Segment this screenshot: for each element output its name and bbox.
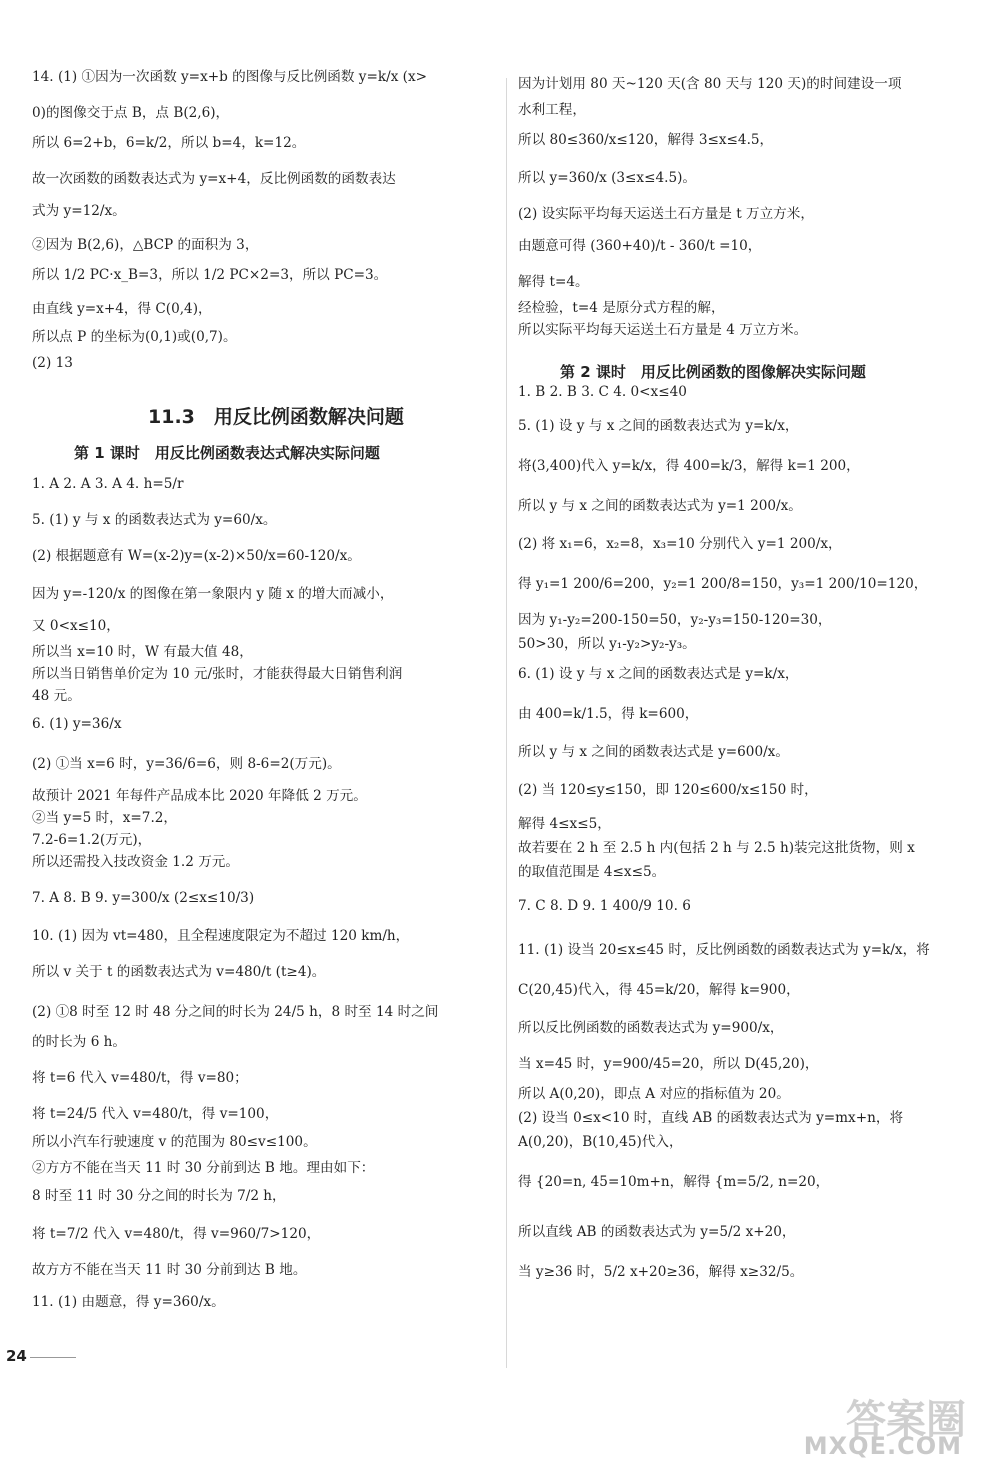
text-line: 所以 y=360/x (3≤x≤4.5)。 <box>518 170 697 186</box>
text-line: 所以反比例函数的函数表达式为 y=900/x， <box>518 1020 784 1036</box>
left-bottom-lines <box>32 477 496 1325</box>
text-line: 11. (1) 设当 20≤x≤45 时，反比例函数的函数表达式为 y=k/x，将 <box>518 942 930 958</box>
text-line: 将(3,400)代入 y=k/x，得 400=k/3，解得 k=1 200， <box>518 458 860 474</box>
text-line: 所以小汽车行驶速度 v 的范围为 80≤v≤100。 <box>32 1134 317 1150</box>
text-line: 6. (1) 设 y 与 x 之间的函数表达式是 y=k/x， <box>518 666 799 682</box>
text-line: 50>30，所以 y₁-y₂>y₂-y₃。 <box>518 636 696 652</box>
text-line: 解得 4≤x≤5， <box>518 816 611 832</box>
text-line: 所以当 x=10 时，W 有最大值 48， <box>32 644 253 660</box>
text-line: 将 t=6 代入 v=480/t，得 v=80； <box>32 1070 248 1086</box>
page-number: 24 <box>6 1347 27 1365</box>
text-line: (2) 13 <box>32 355 73 371</box>
watermark <box>746 1388 986 1468</box>
text-line: 7. C 8. D 9. 1 400/9 10. 6 <box>518 898 691 914</box>
text-line: 所以当日销售单价定为 10 元/张时，才能获得最大日销售利润 <box>32 666 403 682</box>
text-line: 故方方不能在当天 11 时 30 分前到达 B 地。 <box>32 1262 307 1278</box>
text-line: 的时长为 6 h。 <box>32 1034 127 1050</box>
text-line: 故预计 2021 年每件产品成本比 2020 年降低 2 万元。 <box>32 788 367 804</box>
text-line: 将 t=24/5 代入 v=480/t，得 v=100， <box>32 1106 279 1122</box>
text-line: ②当 y=5 时，x=7.2， <box>32 810 178 826</box>
text-line: ②方方不能在当天 11 时 30 分前到达 B 地。理由如下： <box>32 1160 375 1176</box>
lesson2-title: 第 2 课时 用反比例函数的图像解决实际问题 <box>560 363 866 381</box>
text-line: (2) 根据题意有 W=(x-2)y=(x-2)×50/x=60-120/x。 <box>32 548 361 564</box>
left-column <box>32 70 496 386</box>
text-line: ②因为 B(2,6)，△BCP 的面积为 3， <box>32 237 259 253</box>
lesson1-title: 第 1 课时 用反比例函数表达式解决实际问题 <box>74 444 380 462</box>
left-top-lines <box>32 70 496 386</box>
text-line: 所以 1/2 PC·x_B=3，所以 1/2 PC×2=3，所以 PC=3。 <box>32 267 388 283</box>
text-line: 7.2-6=1.2(万元)， <box>32 832 152 848</box>
text-line: (2) ①8 时至 12 时 48 分之间的时长为 24/5 h，8 时至 14 时之间 <box>32 1004 439 1020</box>
text-line: 所以还需投入技改资金 1.2 万元。 <box>32 854 239 870</box>
watermark-logo: 答案圈 <box>846 1397 966 1443</box>
text-line: 经检验，t=4 是原分式方程的解， <box>518 300 725 316</box>
column-divider <box>506 78 507 1368</box>
text-line: (2) 当 120≤y≤150，即 120≤600/x≤150 时， <box>518 782 818 798</box>
text-line: 7. A 8. B 9. y=300/x (2≤x≤10/3) <box>32 890 255 906</box>
text-line: 1. A 2. A 3. A 4. h=5/r <box>32 476 184 492</box>
text-line: 水利工程， <box>518 102 586 118</box>
text-line: 因为 y=-120/x 的图像在第一象限内 y 随 x 的增大而减小， <box>32 586 394 602</box>
text-line: 48 元。 <box>32 688 81 704</box>
text-line: 又 0<x≤10， <box>32 618 120 634</box>
page-number-rule <box>30 1357 76 1358</box>
text-line: 6. (1) y=36/x <box>32 716 122 732</box>
text-line: 由 400=k/1.5，得 k=600， <box>518 706 699 722</box>
text-line: (2) 设当 0≤x<10 时，直线 AB 的函数表达式为 y=mx+n，将 <box>518 1110 904 1126</box>
text-line: C(20,45)代入，得 45=k/20，解得 k=900， <box>518 982 800 998</box>
watermark-text: MXQE.COM <box>803 1432 962 1460</box>
text-line: 0)的图像交于点 B，点 B(2,6)， <box>32 105 230 121</box>
text-line: 得 y₁=1 200/6=200，y₂=1 200/8=150，y₃=1 200/10=120， <box>518 576 928 592</box>
text-line: 式为 y=12/x。 <box>32 203 126 219</box>
section-title: 11.3 用反比例函数解决问题 <box>148 406 404 428</box>
text-line: 11. (1) 由题意，得 y=360/x。 <box>32 1294 225 1310</box>
text-line: A(0,20)，B(10,45)代入， <box>518 1134 683 1150</box>
text-line: 当 x=45 时，y=900/45=20，所以 D(45,20)， <box>518 1056 819 1072</box>
text-line: 因为计划用 80 天~120 天(含 80 天与 120 天)的时间建设一项 <box>518 76 902 92</box>
text-line: 所以 A(0,20)，即点 A 对应的指标值为 20。 <box>518 1086 790 1102</box>
text-line: 14. (1) ①因为一次函数 y=x+b 的图像与反比例函数 y=k/x (x> <box>32 69 428 85</box>
text-line: 5. (1) 设 y 与 x 之间的函数表达式为 y=k/x， <box>518 418 799 434</box>
text-line: 当 y≥36 时，5/2 x+20≥36，解得 x≥32/5。 <box>518 1264 804 1280</box>
text-line: 所以 v 关于 t 的函数表达式为 v=480/t (t≥4)。 <box>32 964 326 980</box>
text-line: (2) 设实际平均每天运送土石方量是 t 万立方米， <box>518 206 814 222</box>
text-line: 所以实际平均每天运送土石方量是 4 万立方米。 <box>518 322 808 338</box>
right-bottom-lines <box>518 385 970 1295</box>
text-line: 5. (1) y 与 x 的函数表达式为 y=60/x。 <box>32 512 277 528</box>
text-line: 因为 y₁-y₂=200-150=50，y₂-y₃=150-120=30， <box>518 612 832 628</box>
text-line: 由直线 y=x+4，得 C(0,4)， <box>32 301 212 317</box>
text-line: 8 时至 11 时 30 分之间的时长为 7/2 h， <box>32 1188 286 1204</box>
text-line: 1. B 2. B 3. C 4. 0<x≤40 <box>518 384 687 400</box>
text-line: 所以 80≤360/x≤120，解得 3≤x≤4.5， <box>518 132 774 148</box>
text-line: 所以直线 AB 的函数表达式为 y=5/2 x+20， <box>518 1224 796 1240</box>
text-line: 将 t=7/2 代入 v=480/t，得 v=960/7>120， <box>32 1226 321 1242</box>
text-line: (2) ①当 x=6 时，y=36/6=6，则 8-6=2(万元)。 <box>32 756 341 772</box>
text-line: 故一次函数的函数表达式为 y=x+4，反比例函数的函数表达 <box>32 171 396 187</box>
text-line: 所以 y 与 x 之间的函数表达式为 y=1 200/x。 <box>518 498 802 514</box>
text-line: 所以点 P 的坐标为(0,1)或(0,7)。 <box>32 329 237 345</box>
text-line: 所以 6=2+b，6=k/2，所以 b=4，k=12。 <box>32 135 306 151</box>
text-line: 解得 t=4。 <box>518 274 589 290</box>
text-line: 得 {20=n, 45=10m+n，解得 {m=5/2, n=20， <box>518 1174 830 1190</box>
text-line: 所以 y 与 x 之间的函数表达式是 y=600/x。 <box>518 744 789 760</box>
text-line: 由题意可得 (360+40)/t - 360/t =10， <box>518 238 762 254</box>
right-column <box>518 77 970 347</box>
text-line: 故若要在 2 h 至 2.5 h 内(包括 2 h 与 2.5 h)装完这批货物，则 x <box>518 840 915 856</box>
text-line: 10. (1) 因为 vt=480，且全程速度限定为不超过 120 km/h， <box>32 928 410 944</box>
text-line: (2) 将 x₁=6，x₂=8，x₃=10 分别代入 y=1 200/x， <box>518 536 842 552</box>
text-line: 的取值范围是 4≤x≤5。 <box>518 864 666 880</box>
